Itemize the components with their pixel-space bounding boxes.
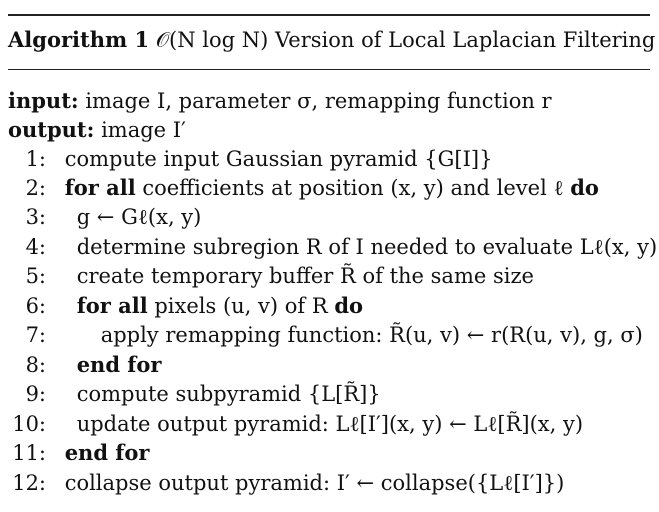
step-number: 11: [12, 441, 46, 465]
step-text: g ← Gℓ(x, y) [76, 205, 202, 229]
step-number: 12: [12, 471, 46, 495]
step-3 [8, 202, 201, 232]
step-text: apply remapping function: R̃(u, v) ← r(R(u, v), g, σ) [100, 323, 643, 347]
step-number: 4: [25, 235, 46, 259]
step-10 [8, 409, 583, 439]
algorithm-label: Algorithm 1 [8, 27, 150, 52]
step-number: 3: [25, 205, 46, 229]
step-number: 1: [25, 147, 46, 171]
step-11 [8, 438, 149, 468]
input-keyword: input: [8, 88, 79, 113]
step-text: compute subpyramid {L[R̃]} [76, 382, 381, 406]
step-4 [8, 232, 657, 262]
algorithm-caption [8, 25, 656, 55]
output-keyword: output: [8, 117, 95, 142]
step-number: 8: [25, 353, 46, 377]
step-text: pixels (u, v) of R [147, 294, 335, 318]
step-body [65, 173, 599, 203]
step-number: 7: [25, 323, 46, 347]
step-text: create temporary buffer R̃ of the same size [76, 264, 534, 288]
step-12 [8, 468, 564, 498]
for-all-keyword: for all [76, 293, 148, 318]
algorithm-title: Version of Local Laplacian Filtering [275, 28, 656, 52]
do-keyword: do [570, 175, 599, 200]
for-all-keyword: for all [64, 175, 136, 200]
step-5 [8, 261, 534, 291]
step-number: 5: [25, 264, 46, 288]
step-number: 10: [12, 412, 46, 436]
step-text: determine subregion R of I needed to evaluate Lℓ(x, y) [76, 235, 658, 259]
algorithm-complexity: 𝒪(N log N) [155, 28, 269, 52]
step-body [65, 438, 150, 468]
end-for-keyword: end for [64, 440, 150, 465]
output-line [8, 115, 186, 145]
step-text: compute input Gaussian pyramid {G[I]} [64, 147, 493, 171]
caption-rule [8, 69, 650, 70]
step-9 [8, 379, 381, 409]
step-number: 2: [25, 176, 46, 200]
step-body [77, 350, 162, 380]
step-body [77, 291, 363, 321]
step-8 [8, 350, 161, 380]
step-number: 9: [25, 382, 46, 406]
step-6 [8, 291, 363, 321]
step-1 [8, 144, 492, 174]
input-text: image I, parameter σ, remapping function r [85, 89, 552, 113]
step-7 [8, 320, 643, 350]
step-text: collapse output pyramid: I′ ← collapse({Lℓ[I′]}) [64, 471, 565, 495]
step-text: coefficients at position (x, y) and level ℓ [135, 176, 571, 200]
step-text: update output pyramid: Lℓ[I′](x, y) ← Lℓ[R̃](x, y) [76, 412, 584, 436]
input-line [8, 86, 552, 116]
top-rule [8, 14, 650, 16]
step-2 [8, 173, 599, 203]
output-text: image I′ [101, 118, 186, 142]
end-for-keyword: end for [76, 352, 162, 377]
step-number: 6: [25, 294, 46, 318]
do-keyword: do [334, 293, 364, 318]
